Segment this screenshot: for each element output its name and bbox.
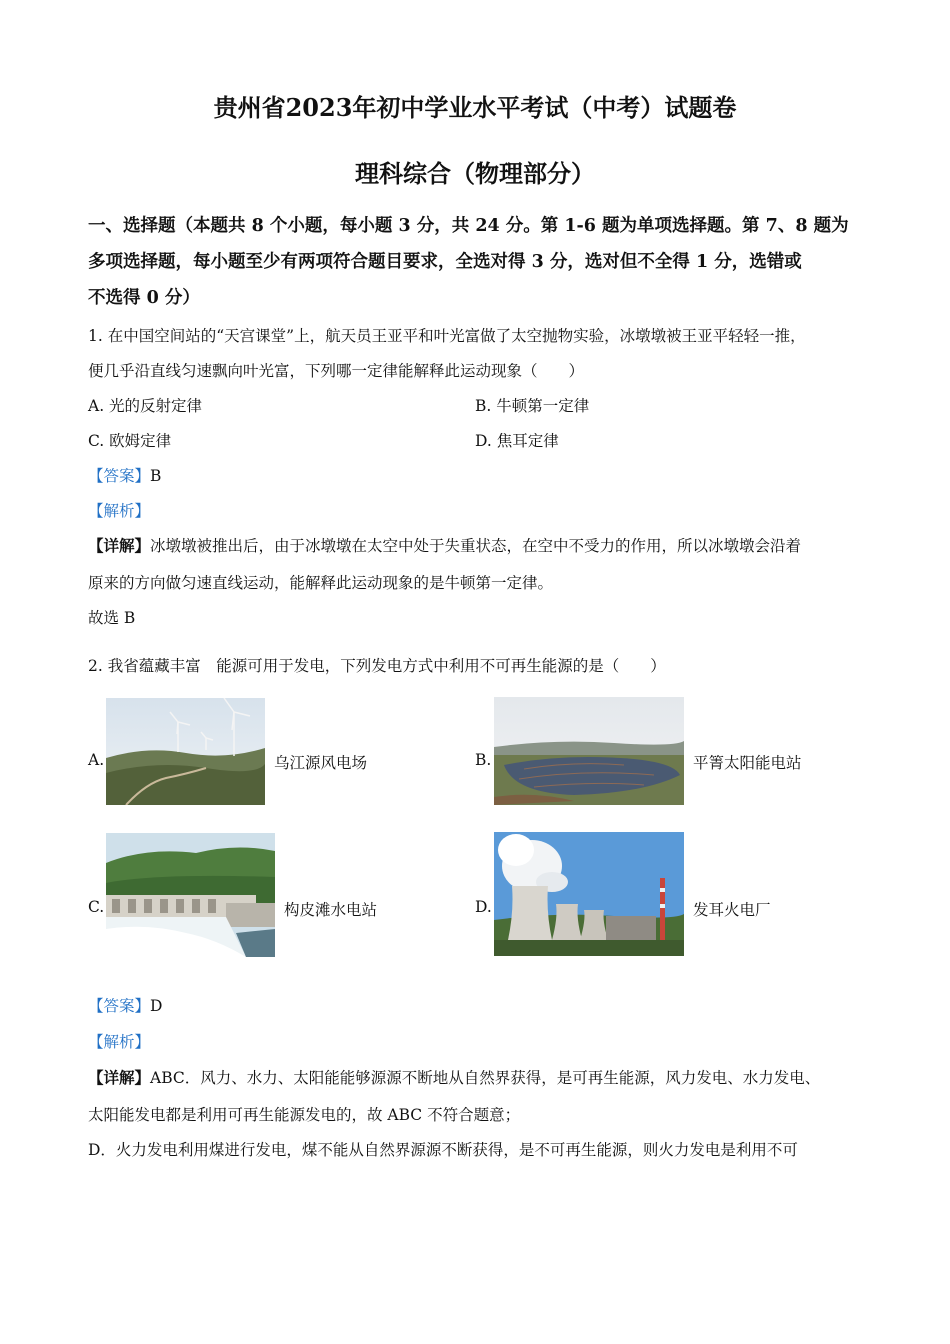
q2-option-b-letter: B. (475, 751, 492, 769)
q1-stem-line1: 1. 在中国空间站的“天宫课堂”上，航天员王亚平和叶光富做了太空抛物实验，冰墩墩被王亚平轻轻一推， (88, 327, 806, 345)
section-instructions-line3: 不选得 0 分） (88, 288, 200, 308)
q1-conclusion: 故选 B (88, 609, 136, 627)
q2-option-d-label: 发耳火电厂 (693, 901, 771, 919)
q1-detail-line2: 原来的方向做匀速直线运动，能解释此运动现象的是牛顿第一定律。 (88, 574, 554, 592)
q2-answer-value: D (150, 997, 163, 1015)
q2-stem: 2. 我省蕴藏丰富 能源可用于发电，下列发电方式中利用不可再生能源的是（ ） (88, 657, 666, 675)
q1-stem-line2: 便几乎沿直线匀速飘向叶光富，下列哪一定律能解释此运动现象（ ） (88, 362, 585, 380)
wind-farm-image (106, 698, 265, 805)
hydro-station-image (106, 833, 275, 957)
solar-station-image (494, 697, 684, 805)
q2-option-a-letter: A. (88, 751, 105, 769)
section-instructions-line1: 一、选择题（本题共 8 个小题，每小题 3 分，共 24 分。第 1-6 题为单项选择题。第 7、8 题为 (88, 216, 849, 236)
q2-answer (88, 994, 162, 1016)
q1-answer (88, 464, 161, 486)
q2-answer-tag: 【答案】 (88, 997, 151, 1015)
thermal-plant-image (494, 832, 684, 956)
q1-option-a: A. 光的反射定律 (88, 397, 203, 415)
q2-option-c-label: 构皮滩水电站 (284, 901, 378, 919)
q2-detail-text1: ABC．风力、水力、太阳能能够源源不断地从自然界获得，是可再生能源，风力发电、水力发电、 (150, 1069, 821, 1087)
q2-option-a-label: 乌江源风电场 (274, 754, 368, 772)
q1-detail-line1 (88, 534, 801, 556)
q1-analysis-tag: 【解析】 (88, 502, 151, 520)
q2-detail-tag: 【详解】 (88, 1068, 151, 1087)
q2-option-d-letter: D. (475, 898, 492, 916)
q2-detail-line1 (88, 1066, 820, 1088)
q2-option-c-letter: C. (88, 898, 105, 916)
q1-option-c: C. 欧姆定律 (88, 432, 172, 450)
q2-option-b-label: 平箐太阳能电站 (693, 754, 802, 772)
q1-detail-tag: 【详解】 (88, 536, 151, 555)
section-instructions-line2: 多项选择题，每小题至少有两项符合题目要求，全选对得 3 分，选对但不全得 1 分，选错或 (88, 252, 802, 272)
q1-answer-value: B (150, 467, 162, 485)
q2-detail-line3: D．火力发电利用煤进行发电，煤不能从自然界源源不断获得，是不可再生能源，则火力发电是利用不可 (88, 1141, 798, 1159)
q1-answer-tag: 【答案】 (88, 467, 151, 485)
q1-option-d: D. 焦耳定律 (475, 432, 559, 450)
q1-option-b: B. 牛顿第一定律 (475, 397, 590, 415)
page-title: 贵州省2023年初中学业水平考试（中考）试题卷 (213, 93, 737, 122)
q2-detail-line2: 太阳能发电都是利用可再生能源发电的，故 ABC 不符合题意； (88, 1106, 521, 1124)
q2-analysis-tag: 【解析】 (88, 1033, 151, 1051)
page-subtitle: 理科综合（物理部分） (355, 159, 595, 188)
q1-detail-text1: 冰墩墩被推出后，由于冰墩墩在太空中处于失重状态，在空中不受力的作用，所以冰墩墩会沿着 (150, 537, 802, 555)
